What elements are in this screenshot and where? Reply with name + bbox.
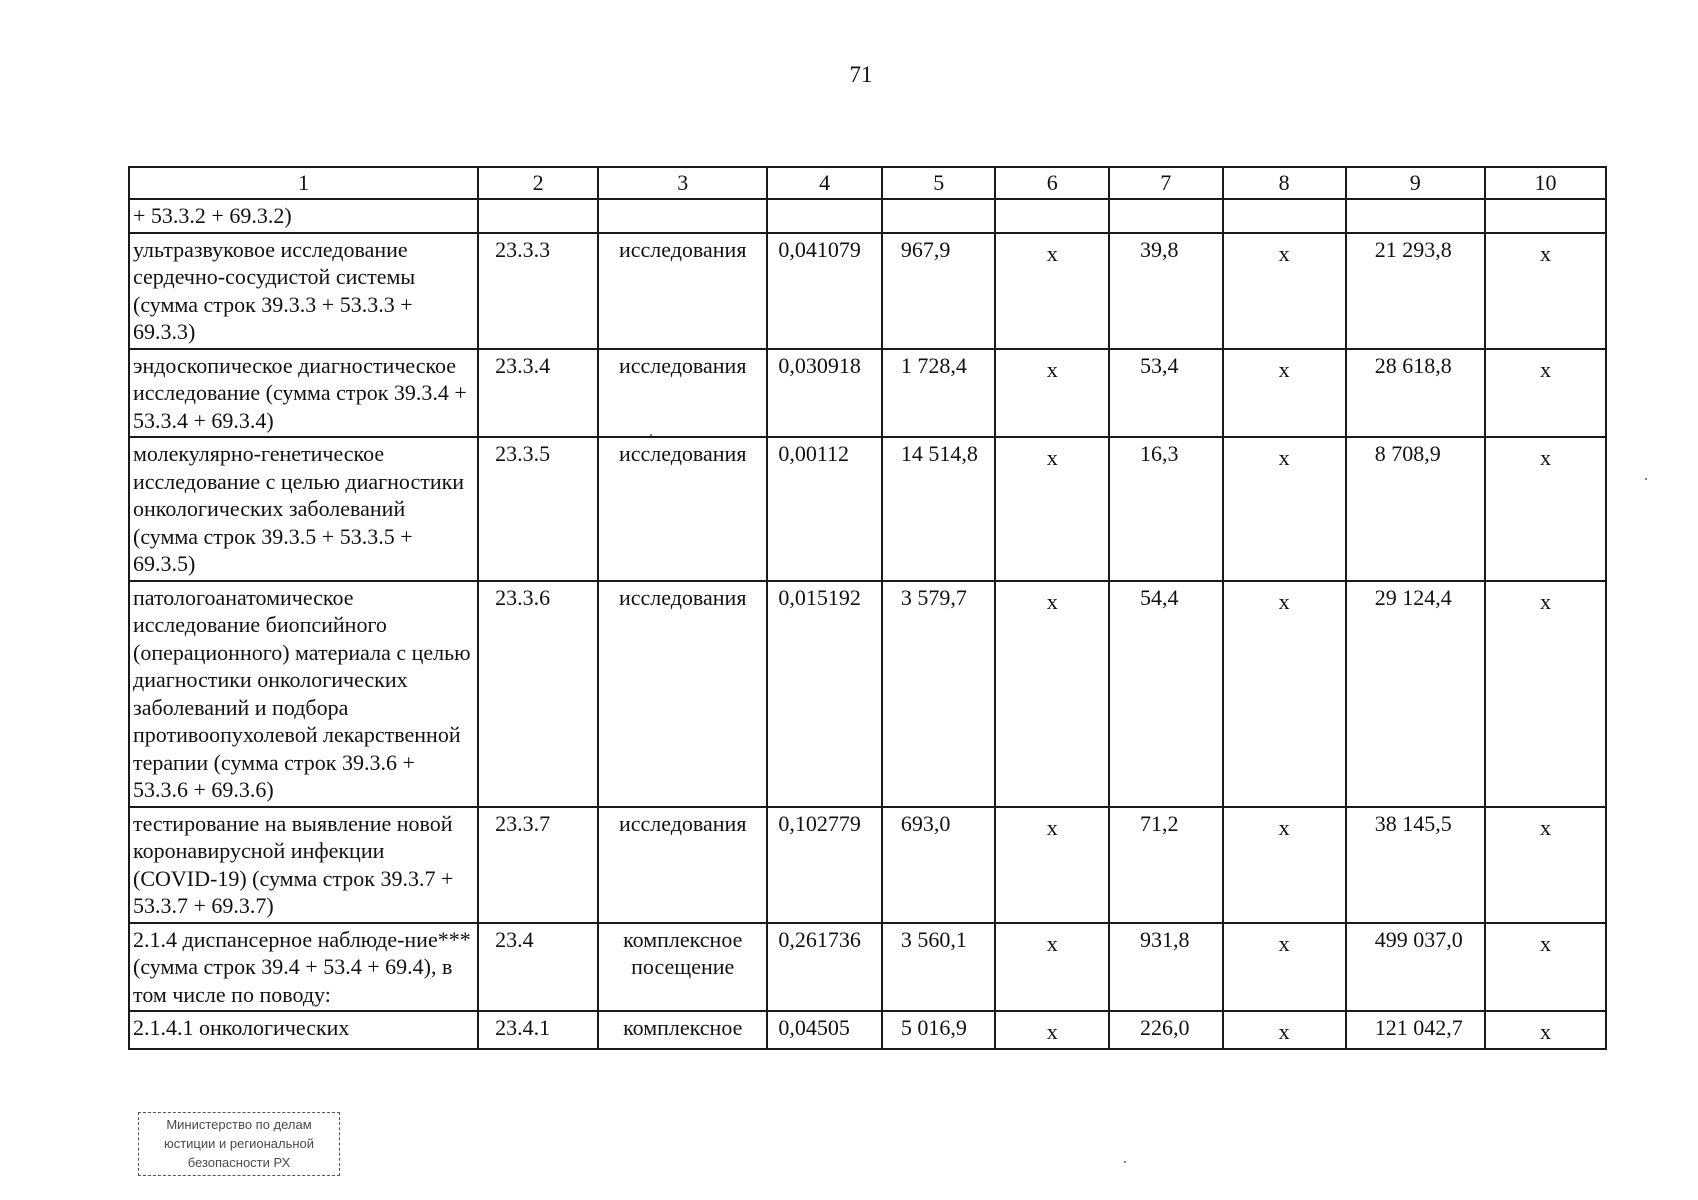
- cell-value: х: [1223, 437, 1346, 581]
- cell-value: х: [995, 233, 1109, 349]
- cell-name: эндоскопическое диагностическое исследование (сумма строк 39.3.4 + 53.3.4 + 69.3.4): [129, 349, 478, 438]
- cell-value: х: [995, 581, 1109, 807]
- cell-value: х: [1223, 807, 1346, 923]
- cell-name: 2.1.4 диспансерное наблюде-ние*** (сумма строк 39.4 + 53.4 + 69.4), в том числе по поводу:: [129, 923, 478, 1012]
- cell-value: 0,015192: [767, 581, 882, 807]
- cell-value: [995, 199, 1109, 233]
- cell-value: 0,04505: [767, 1011, 882, 1049]
- cell-value: 1 728,4: [882, 349, 996, 438]
- cell-value: х: [1223, 233, 1346, 349]
- cell-unit: комплексное: [598, 1011, 767, 1049]
- cell-value: 71,2: [1109, 807, 1223, 923]
- cell-name: патологоанатомическое исследование биопсийного (операционного) материала с целью диагностики онкологических заболеваний и подбора противоопухолевой лекарственной терапии (сумма строк 39.3.6 + 53.3.6 + 69.3.6): [129, 581, 478, 807]
- column-header: 1: [129, 167, 478, 199]
- cell-value: 0,030918: [767, 349, 882, 438]
- cell-value: [882, 199, 996, 233]
- cell-value: 5 016,9: [882, 1011, 996, 1049]
- cell-unit: исследования: [598, 437, 767, 581]
- cell-value: 121 042,7: [1346, 1011, 1485, 1049]
- column-header: 3: [598, 167, 767, 199]
- cell-unit: [598, 199, 767, 233]
- cell-value: х: [995, 1011, 1109, 1049]
- cell-row-code: 23.3.3: [478, 233, 598, 349]
- cell-value: 29 124,4: [1346, 581, 1485, 807]
- cell-name: молекулярно-генетическое исследование с целью диагностики онкологических заболеваний (сумма строк 39.3.5 + 53.3.5 + 69.3.5): [129, 437, 478, 581]
- cell-value: х: [1485, 437, 1606, 581]
- table-body: [129, 167, 1606, 1049]
- cell-name: + 53.3.2 + 69.3.2): [129, 199, 478, 233]
- cell-value: 967,9: [882, 233, 996, 349]
- cell-value: х: [1223, 349, 1346, 438]
- table-row: [129, 349, 1606, 438]
- table-row: [129, 233, 1606, 349]
- cell-value: х: [995, 437, 1109, 581]
- table-row: [129, 581, 1606, 807]
- cell-value: [1485, 199, 1606, 233]
- data-table: [128, 166, 1607, 1050]
- column-header: 10: [1485, 167, 1606, 199]
- cell-value: 21 293,8: [1346, 233, 1485, 349]
- cell-name: тестирование на выявление новой коронавирусной инфекции (COVID-19) (сумма строк 39.3.7 + 53.3.7 + 69.3.7): [129, 807, 478, 923]
- cell-row-code: 23.3.7: [478, 807, 598, 923]
- column-header: 5: [882, 167, 996, 199]
- cell-value: 54,4: [1109, 581, 1223, 807]
- cell-value: [1223, 199, 1346, 233]
- cell-value: х: [1223, 923, 1346, 1012]
- table-row: [129, 199, 1606, 233]
- column-header: 9: [1346, 167, 1485, 199]
- cell-unit: исследования: [598, 807, 767, 923]
- stamp-line: юстиции и региональной: [163, 1136, 315, 1151]
- cell-value: 226,0: [1109, 1011, 1223, 1049]
- cell-value: х: [1485, 807, 1606, 923]
- cell-unit: комплексное посещение: [598, 923, 767, 1012]
- cell-value: х: [1485, 349, 1606, 438]
- cell-value: 14 514,8: [882, 437, 996, 581]
- column-header: 8: [1223, 167, 1346, 199]
- cell-value: х: [995, 807, 1109, 923]
- cell-value: 0,102779: [767, 807, 882, 923]
- cell-row-code: 23.3.5: [478, 437, 598, 581]
- cell-value: 0,261736: [767, 923, 882, 1012]
- cell-value: х: [995, 923, 1109, 1012]
- table-row: [129, 923, 1606, 1012]
- cell-value: 0,00112: [767, 437, 882, 581]
- cell-name: ультразвуковое исследование сердечно-сосудистой системы (сумма строк 39.3.3 + 53.3.3 + 69.3.3): [129, 233, 478, 349]
- cell-value: 3 560,1: [882, 923, 996, 1012]
- cell-value: 0,041079: [767, 233, 882, 349]
- cell-value: х: [995, 349, 1109, 438]
- cell-value: 499 037,0: [1346, 923, 1485, 1012]
- ministry-stamp: [138, 1112, 340, 1176]
- cell-row-code: 23.4.1: [478, 1011, 598, 1049]
- cell-value: [1346, 199, 1485, 233]
- cell-value: 53,4: [1109, 349, 1223, 438]
- stamp-line: Министерство по делам: [166, 1117, 312, 1132]
- cell-value: 16,3: [1109, 437, 1223, 581]
- cell-value: х: [1485, 581, 1606, 807]
- cell-value: х: [1485, 923, 1606, 1012]
- cell-row-code: 23.3.6: [478, 581, 598, 807]
- cell-name: 2.1.4.1 онкологических: [129, 1011, 478, 1049]
- cell-row-code: 23.3.4: [478, 349, 598, 438]
- page-number: 71: [849, 62, 873, 87]
- column-header-row: [129, 167, 1606, 199]
- cell-value: 693,0: [882, 807, 996, 923]
- cell-value: [767, 199, 882, 233]
- cell-value: х: [1223, 581, 1346, 807]
- cell-value: 39,8: [1109, 233, 1223, 349]
- column-header: 7: [1109, 167, 1223, 199]
- stamp-line: безопасности РХ: [187, 1155, 291, 1170]
- cell-value: [1109, 199, 1223, 233]
- cell-row-code: 23.4: [478, 923, 598, 1012]
- scan-speck: [1124, 1161, 1126, 1163]
- cell-row-code: [478, 199, 598, 233]
- column-header: 4: [767, 167, 882, 199]
- table-row: [129, 437, 1606, 581]
- column-header: 2: [478, 167, 598, 199]
- cell-value: 3 579,7: [882, 581, 996, 807]
- table-row: [129, 807, 1606, 923]
- cell-value: 8 708,9: [1346, 437, 1485, 581]
- cell-unit: исследования: [598, 349, 767, 438]
- column-header: 6: [995, 167, 1109, 199]
- table-row: [129, 1011, 1606, 1049]
- cell-value: х: [1485, 1011, 1606, 1049]
- cell-value: х: [1485, 233, 1606, 349]
- scan-speck: [650, 434, 652, 436]
- cell-value: х: [1223, 1011, 1346, 1049]
- scan-speck: [1645, 478, 1647, 480]
- cell-value: 28 618,8: [1346, 349, 1485, 438]
- cell-value: 38 145,5: [1346, 807, 1485, 923]
- cell-value: 931,8: [1109, 923, 1223, 1012]
- cell-unit: исследования: [598, 233, 767, 349]
- cell-unit: исследования: [598, 581, 767, 807]
